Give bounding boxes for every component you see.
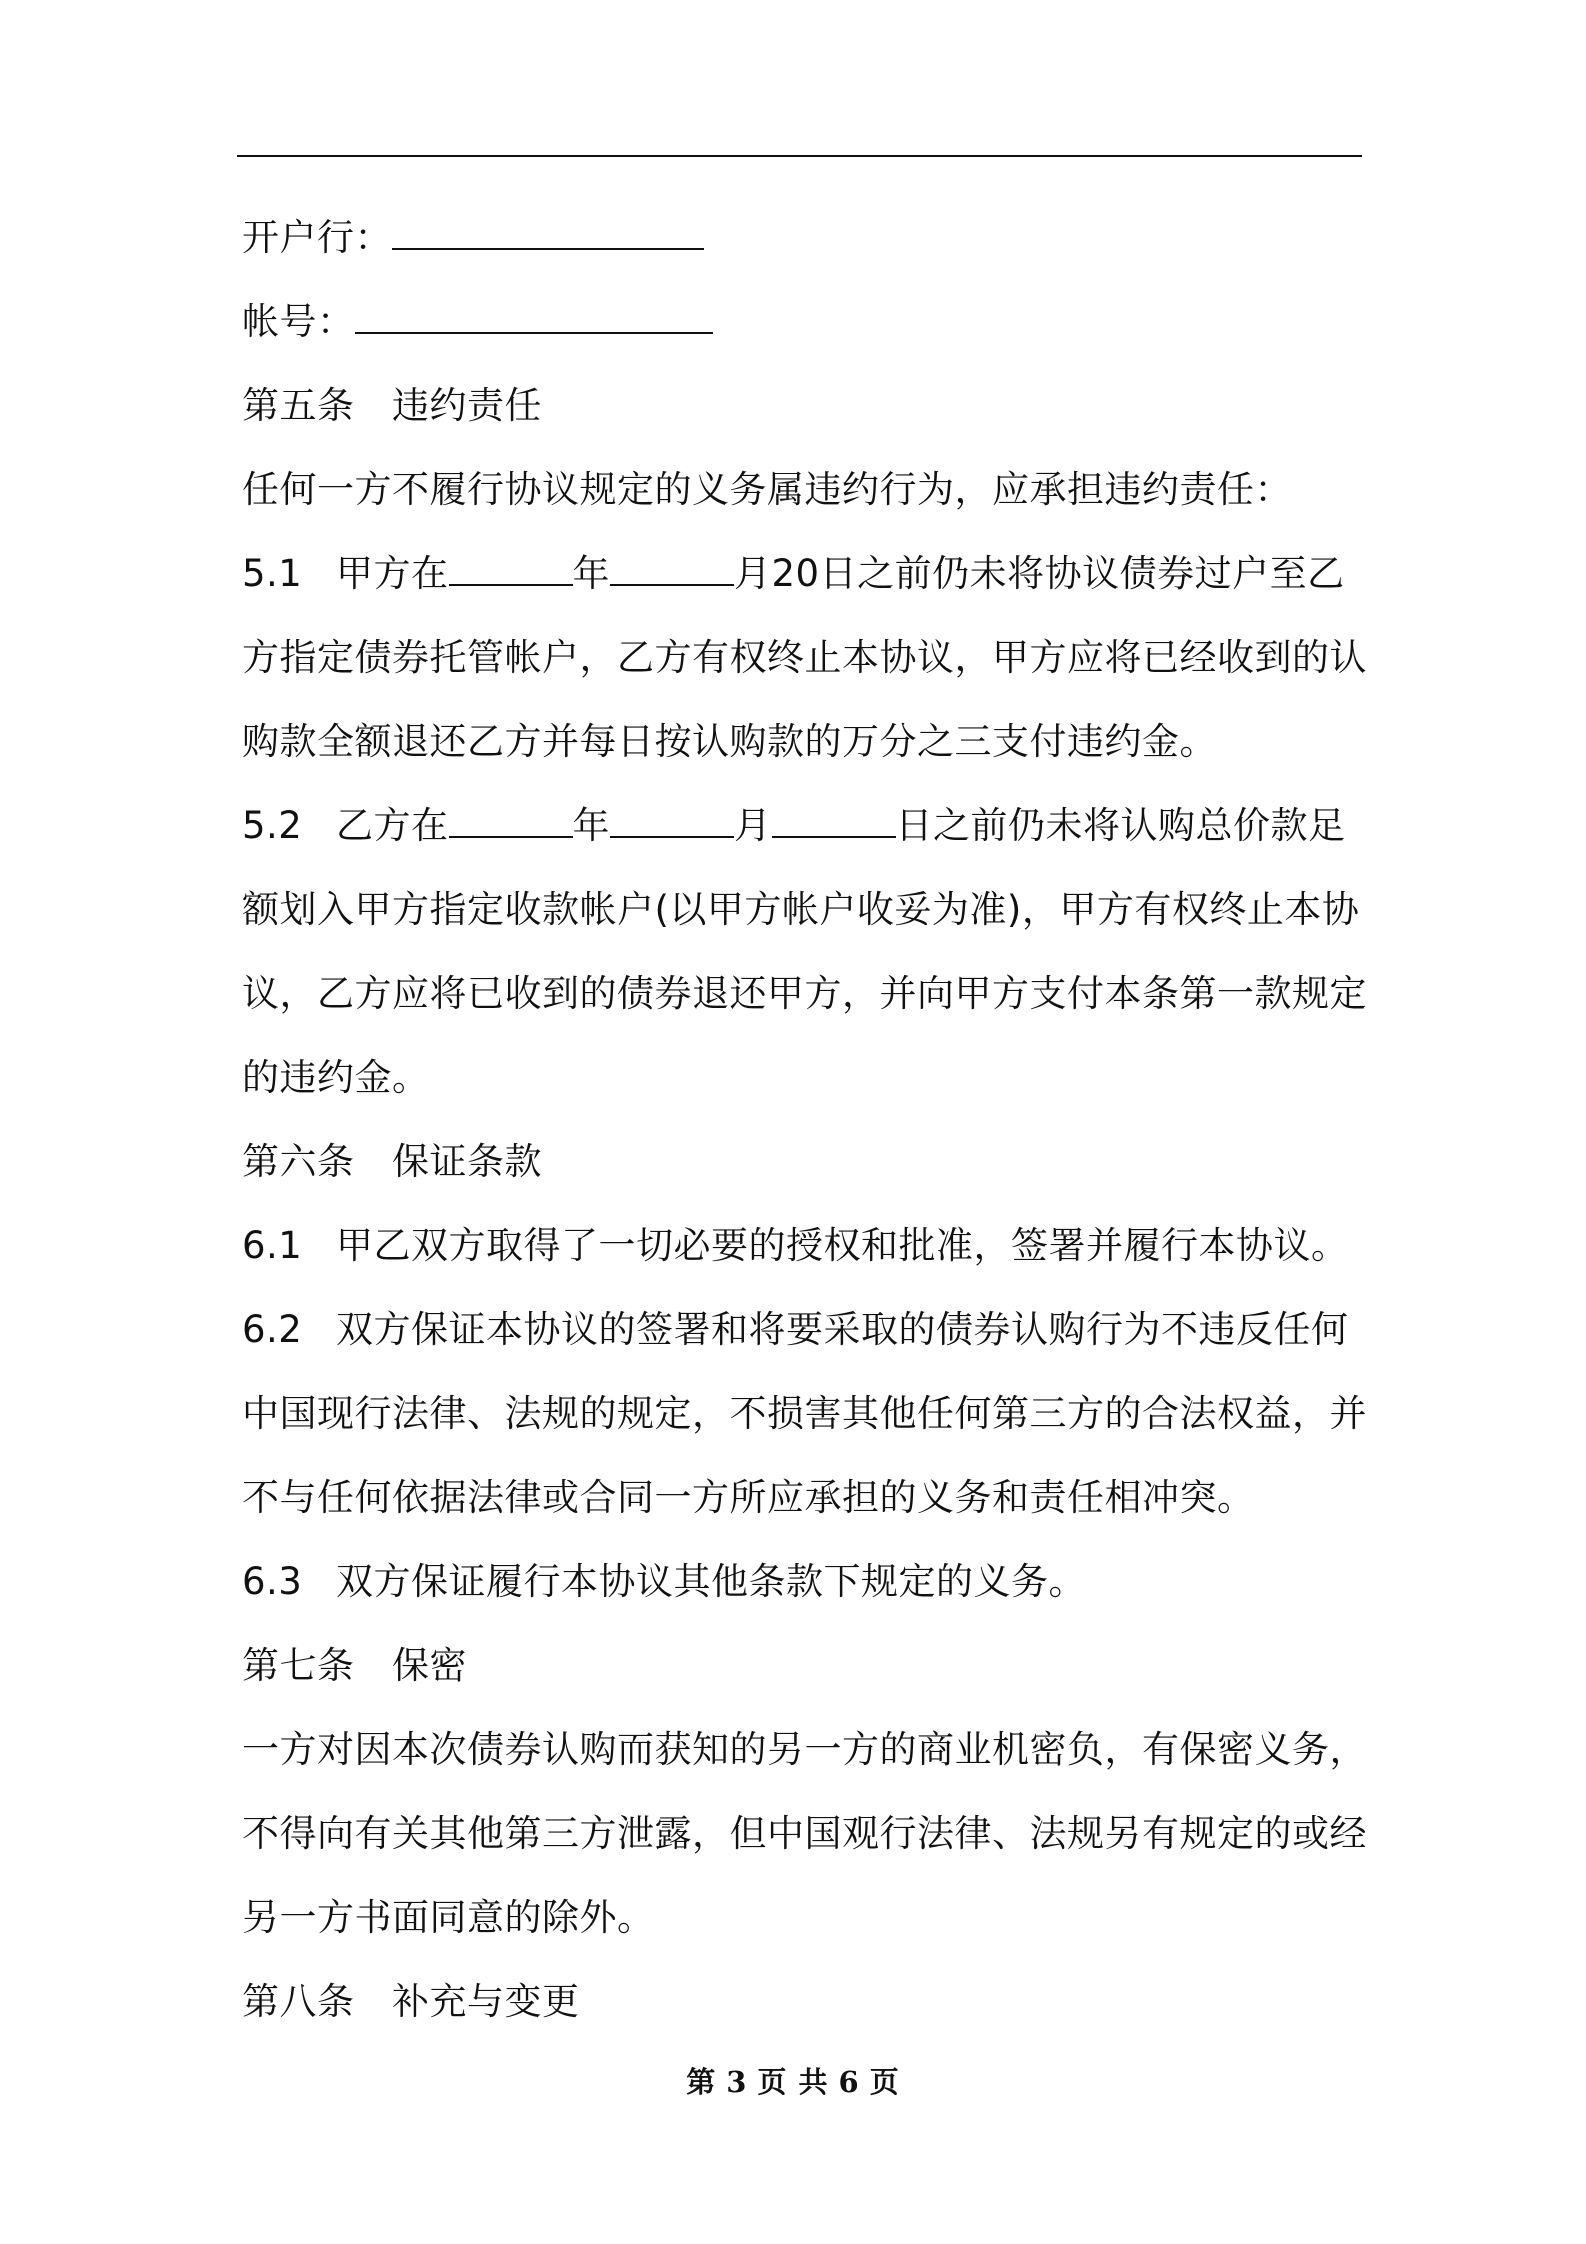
- clause-5-1-number: 5.1: [242, 552, 303, 595]
- bank-blank: [392, 218, 704, 250]
- bank-label: 开户行：: [242, 216, 392, 259]
- clause-6-2-text: 双方保证本协议的签署和将要采取的债券认购行为不违反任何: [336, 1308, 1349, 1351]
- clause-6-1-text: 甲乙双方取得了一切必要的授权和批准，签署并履行本协议。: [336, 1224, 1349, 1267]
- page-current: 3: [726, 2065, 748, 2099]
- article-5-title: 违约责任: [392, 384, 542, 427]
- clause-5-1-text-a: 甲方在: [336, 552, 449, 595]
- clause-6-1-number: 6.1: [242, 1224, 303, 1267]
- clause-5-2-line-4: 的违约金。: [242, 1056, 430, 1099]
- clause-5-2-text-c: 月: [734, 804, 772, 847]
- article-8-heading: [242, 1960, 1362, 2044]
- article-6-title: 保证条款: [392, 1140, 542, 1183]
- account-label: 帐号：: [242, 300, 355, 343]
- clause-5-2-line-3: 议，乙方应将已收到的债券退还甲方，并向甲方支付本条第一款规定: [242, 972, 1367, 1015]
- clause-5-2-text-b: 年: [572, 804, 610, 847]
- clause-5-2-line-1: [242, 784, 1362, 868]
- month-blank: [610, 806, 734, 838]
- account-field: [242, 280, 1362, 364]
- clause-5-1-text-b: 年: [572, 552, 610, 595]
- page-prefix: 第: [686, 2065, 717, 2099]
- article-7-number: 第七条: [242, 1644, 355, 1687]
- bank-field: [242, 196, 1362, 280]
- clause-5-1-line-1: [242, 532, 1362, 616]
- clause-5-2-text-a: 乙方在: [336, 804, 449, 847]
- document-body: [242, 196, 1367, 2044]
- year-blank: [449, 554, 573, 586]
- article-5-number: 第五条: [242, 384, 355, 427]
- article-7-line-3: 另一方书面同意的除外。: [242, 1896, 655, 1939]
- clause-6-2-line-2: 中国现行法律、法规的规定，不损害其他任何第三方的合法权益，并: [242, 1392, 1367, 1435]
- article-7-line-1: 一方对因本次债券认购而获知的另一方的商业机密负，有保密义务，: [242, 1728, 1367, 1771]
- article-8-number: 第八条: [242, 1980, 355, 2023]
- page-total: 6: [838, 2065, 860, 2099]
- clause-6-3-number: 6.3: [242, 1560, 303, 1603]
- article-5-intro: 任何一方不履行协议规定的义务属违约行为，应承担违约责任：: [242, 468, 1292, 511]
- page-suffix: 页: [869, 2065, 900, 2099]
- article-6-heading: [242, 1120, 1362, 1204]
- year-blank: [449, 806, 573, 838]
- article-6-number: 第六条: [242, 1140, 355, 1183]
- page-footer: [0, 2060, 1586, 2101]
- day-blank: [772, 806, 896, 838]
- clause-5-2-text-d: 日之前仍未将认购总价款足: [895, 804, 1346, 847]
- clause-6-3: [242, 1540, 1362, 1624]
- clause-5-2-line-2: 额划入甲方指定收款帐户(以甲方帐户收妥为准)，甲方有权终止本协: [242, 888, 1360, 931]
- article-7-title: 保密: [392, 1644, 467, 1687]
- clause-6-3-text: 双方保证履行本协议其他条款下规定的义务。: [336, 1560, 1086, 1603]
- page-middle: 页 共: [757, 2065, 829, 2099]
- clause-6-2-line-1: [242, 1288, 1362, 1372]
- header-rule: [237, 155, 1362, 157]
- article-5-heading: [242, 364, 1362, 448]
- clause-6-2-number: 6.2: [242, 1308, 303, 1351]
- article-8-title: 补充与变更: [392, 1980, 580, 2023]
- article-7-line-2: 不得向有关其他第三方泄露，但中国观行法律、法规另有规定的或经: [242, 1812, 1367, 1855]
- clause-5-1-line-2: 方指定债券托管帐户，乙方有权终止本协议，甲方应将已经收到的认: [242, 636, 1367, 679]
- clause-5-2-number: 5.2: [242, 804, 303, 847]
- clause-6-2-line-3: 不与任何依据法律或合同一方所应承担的义务和责任相冲突。: [242, 1476, 1255, 1519]
- account-blank: [355, 302, 713, 334]
- clause-5-1-text-c: 月20日之前仍未将协议债券过户至乙: [734, 552, 1345, 595]
- clause-5-1-line-3: 购款全额退还乙方并每日按认购款的万分之三支付违约金。: [242, 720, 1217, 763]
- month-blank: [610, 554, 734, 586]
- clause-6-1: [242, 1204, 1362, 1288]
- article-7-heading: [242, 1624, 1362, 1708]
